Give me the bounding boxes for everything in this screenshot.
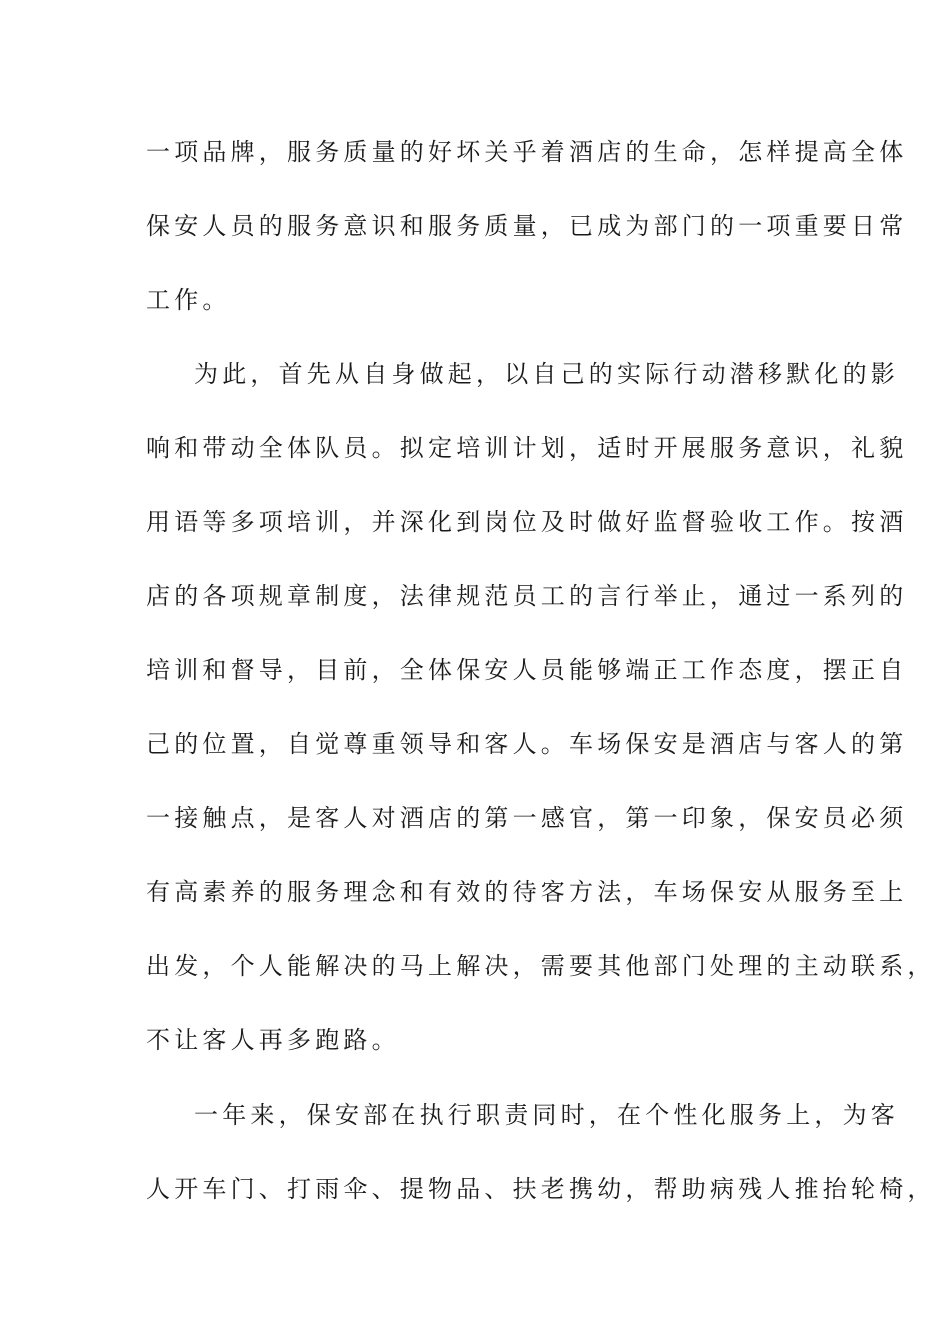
text-line: 不让客人再多跑路。 (146, 1026, 400, 1054)
text-line: 一接触点，是客人对酒店的第一感官，第一印象，保安员必须 (146, 804, 908, 832)
text-line: 有高素养的服务理念和有效的待客方法，车场保安从服务至上 (146, 878, 908, 906)
text-line: 响和带动全体队员。拟定培训计划，适时开展服务意识，礼貌 (146, 434, 908, 462)
text-line: 己的位置，自觉尊重领导和客人。车场保安是酒店与客人的第 (146, 730, 908, 758)
text-line: 店的各项规章制度，法律规范员工的言行举止，通过一系列的 (146, 582, 908, 610)
text-line: 用语等多项培训，并深化到岗位及时做好监督验收工作。按酒 (146, 508, 908, 536)
text-line: 保安人员的服务意识和服务质量，已成为部门的一项重要日常 (146, 212, 908, 240)
paragraph-first-line: 一年来，保安部在执行职责同时，在个性化服务上，为客 (194, 1101, 899, 1129)
text-line: 培训和督导，目前，全体保安人员能够端正工作态度，摆正自 (146, 656, 908, 684)
text-line: 工作。 (146, 286, 231, 314)
text-line: 人开车门、打雨伞、提物品、扶老携幼，帮助病残人推抬轮椅， (146, 1175, 936, 1203)
text-line: 出发，个人能解决的马上解决，需要其他部门处理的主动联系， (146, 952, 936, 980)
paragraph-first-line: 为此，首先从自身做起，以自己的实际行动潜移默化的影 (194, 360, 899, 388)
text-line: 一项品牌，服务质量的好坏关乎着酒店的生命，怎样提高全体 (146, 138, 908, 166)
